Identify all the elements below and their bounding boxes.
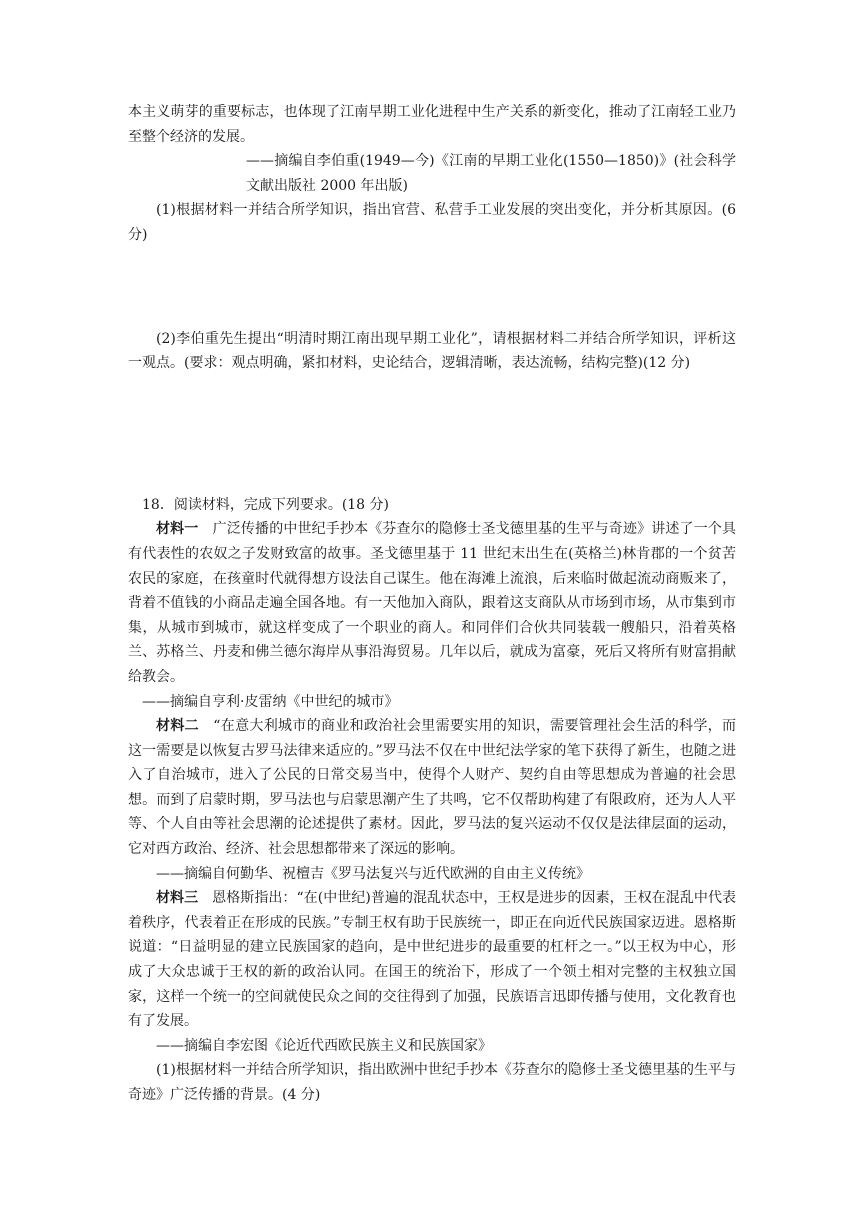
material-source: ——摘编自李伯重(1949—今)《江南的早期工业化(1550—1850)》(社会科学文献出版社 2000 年出版) [246,153,736,194]
material-1-text: 广泛传播的中世纪手抄本《芬查尔的隐修士圣戈德里基的生平与奇迹》讲述了一个具有代表性的农奴之子发财致富的故事。圣戈德里基于 11 世纪末出生在(英格兰)林肯郡的一个贫苦农民的家庭，在孩童时代就得想方设法自己谋生。他在海滩上流浪，后来临时做起流动商贩来了，背着不值钱的小商品走遍全国各地。有一天他加入商队，跟着这支商队从市场到市场，从市集到市集，从城市到城市，就这样变成了一个职业的商人。和同伴们合伙共同装载一艘船只，沿着英格兰、苏格兰、丹麦和佛兰德尔海岸从事沿海贸易。几年以后，就成为富豪，死后又将所有财富捐献给教会。 [128,521,737,685]
answer-space-2 [128,376,736,493]
material-2-source: ——摘编自何勤华、祝檀吉《罗马法复兴与近代欧洲的自由主义传统》 [156,865,590,882]
material-3-source: ——摘编自李宏图《论近代西欧民族主义和民族国家》 [156,1037,492,1054]
material-2-text: “在意大利城市的商业和政治社会里需要实用的知识，需要管理社会生活的科学，而这一需要是以恢复古罗马法律来适应的。”罗马法不仅在中世纪法学家的笔下获得了新生，也随之进入了自治城市，进入了公民的日常交易当中，使得个人财产、契约自由等思想成为普遍的社会思想。而到了启蒙时期，罗马法也与启蒙思潮产生了共鸣，它不仅帮助构建了有限政府，还为人人平等、个人自由等社会思潮的论述提供了素材。因此，罗马法的复兴运动不仅仅是法律层面的运动，它对西方政治、经济、社会思想都带来了深远的影响。 [128,718,737,858]
material-1-label: 材料一 [156,521,199,538]
material-3 [128,886,736,1034]
material-2 [128,714,736,862]
material-3-label: 材料三 [156,890,199,907]
material-3-text: 恩格斯指出：“在(中世纪)普遍的混乱状态中，王权是进步的因素，王权在混乱中代表着秩序，代表着正在形成的民族。”专制王权有助于民族统一，即正在向近代民族国家迈进。恩格斯说道：“日益明显的建立民族国家的趋向，是中世纪进步的最重要的杠杆之一。”以王权为中心，形成了大众忠诚于王权的新的政治认同。在国王的统治下，形成了一个领土相对完整的主权独立国家，这样一个统一的空间就使民众之间的交往得到了加强，民族语言迅即传播与使用，文化教育也有了发展。 [128,890,736,1030]
question-17-2: (2)李伯重先生提出“明清时期江南出现早期工业化”，请根据材料二并结合所学知识，评析这一观点。(要求：观点明确，紧扣材料，史论结合，逻辑清晰，表达流畅，结构完整)(12 分) [128,330,736,372]
question-18-1: (1)根据材料一并结合所学知识，指出欧洲中世纪手抄本《芬查尔的隐修士圣戈德里基的生平与奇迹》广泛传播的背景。(4 分) [128,1062,736,1103]
answer-space-1 [128,248,736,327]
question-18-title: 18．阅读材料，完成下列要求。(18 分) [142,496,390,513]
material-1 [128,517,736,689]
question-17-1: (1)根据材料一并结合所学知识，指出官营、私营手工业发展的突出变化，并分析其原因。(6 分) [128,202,736,243]
material-1-source: ——摘编自亨利·皮雷纳《中世纪的城市》 [142,693,399,710]
material-continuation: 本主义萌芽的重要标志，也体现了江南早期工业化进程中生产关系的新变化，推动了江南轻工业乃至整个经济的发展。 [128,104,736,145]
document-page [128,100,736,1108]
material-2-label: 材料二 [156,718,199,735]
